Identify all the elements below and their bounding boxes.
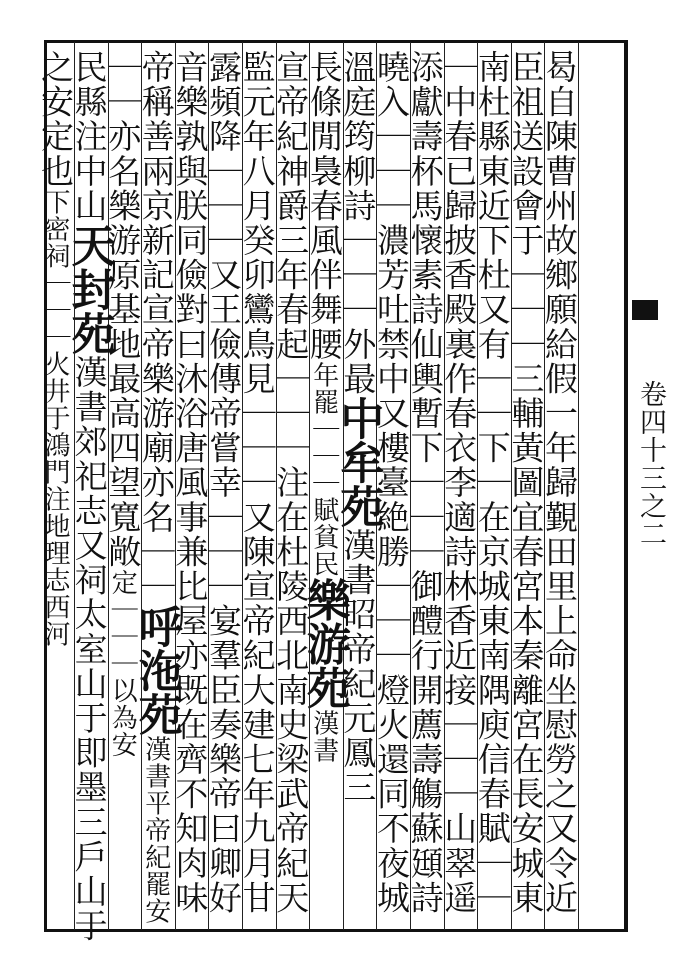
text-column bbox=[472, 50, 513, 920]
text-column bbox=[540, 50, 580, 920]
text-segment: 露頻降｜｜｜又王儉傳帝嘗幸｜｜｜宴羣臣奏樂帝曰卿好 bbox=[204, 50, 243, 915]
text-segment: 臣祖送設會于｜｜｜三輔黃圖宜春宮本秦離宮在長安城東 bbox=[506, 50, 546, 915]
text-column bbox=[271, 50, 311, 920]
text-segment: 音樂孰與朕同儉對曰沐浴唐風事兼比屋亦既在齊不知肉味 bbox=[170, 50, 210, 915]
text-segment: 定｜｜｜以為安 bbox=[107, 569, 138, 758]
entry-heading: 中牟苑 bbox=[332, 396, 384, 528]
text-segment: 下密祠｜｜｜火井于鴻門注地理志西河 bbox=[40, 188, 70, 648]
text-segment: 南杜縣東近下杜又有｜｜下｜在京城東南隅庾信春賦｜｜ bbox=[472, 50, 512, 915]
text-segment: 添獻壽杯馬懷素詩仙輿暫下｜｜｜御醴行開薦壽觴蘇頲詩 bbox=[405, 50, 445, 915]
text-segment: 長條閒裊春風伴舞腰 bbox=[304, 50, 344, 362]
text-segment: 監元年八月癸卯鸞鳥見｜｜｜又陳宣帝紀大建七年九月甘 bbox=[237, 50, 277, 915]
text-segment: 年罷｜｜｜賦貧民 bbox=[308, 361, 339, 578]
text-column bbox=[506, 50, 546, 920]
text-column bbox=[63, 50, 115, 944]
text-column bbox=[36, 50, 76, 920]
text-segment: 宣帝紀神爵三年春起｜｜｜注在杜陵西北南史梁武帝紀天 bbox=[271, 50, 311, 915]
fishtail-mark bbox=[632, 300, 658, 320]
text-column bbox=[130, 50, 182, 925]
text-column bbox=[439, 50, 479, 920]
entry-heading: 樂游苑 bbox=[298, 577, 350, 710]
text-segment: 溫庭筠柳詩｜｜｜外最 bbox=[338, 50, 378, 396]
text-column bbox=[103, 50, 143, 920]
text-segment: 曉入｜｜｜濃芳吐禁中又樓臺絶勝｜｜｜燈火還同不夜城 bbox=[372, 50, 411, 915]
text-segment: 帝稱善兩京新記宣帝樂游廟亦名｜｜ bbox=[136, 50, 176, 604]
text-column bbox=[332, 50, 384, 920]
text-segment: 漢書昭帝紀元鳳三 bbox=[338, 528, 378, 805]
text-column bbox=[405, 50, 446, 920]
text-column bbox=[204, 50, 244, 920]
text-segment: 民縣注中山 bbox=[69, 50, 109, 223]
text-segment: ｜中春已歸披香殿裏作春衣李適詩林香近接｜｜｜山翠遥 bbox=[439, 50, 479, 915]
text-segment: ｜｜亦名樂游原基地最高四望寬敞 bbox=[103, 50, 143, 569]
text-column bbox=[237, 50, 278, 920]
text-segment: 漢書平帝紀罷安 bbox=[140, 735, 171, 925]
text-segment: 曷自陳曹州故鄉願給假一年歸覲田里上命坐慰勞之又令近 bbox=[540, 50, 579, 915]
entry-heading: 呼沲苑 bbox=[130, 603, 182, 736]
text-column bbox=[298, 50, 350, 920]
margin-label: 卷四十三之二 bbox=[635, 380, 666, 548]
text-column bbox=[170, 50, 210, 920]
text-segment: 漢書郊祀志又祠太室山于即墨三戶山于 bbox=[69, 355, 109, 944]
entry-heading: 天封苑 bbox=[63, 223, 115, 355]
text-segment: 漢書 bbox=[308, 709, 339, 764]
text-segment: 之安定也 bbox=[36, 50, 75, 189]
